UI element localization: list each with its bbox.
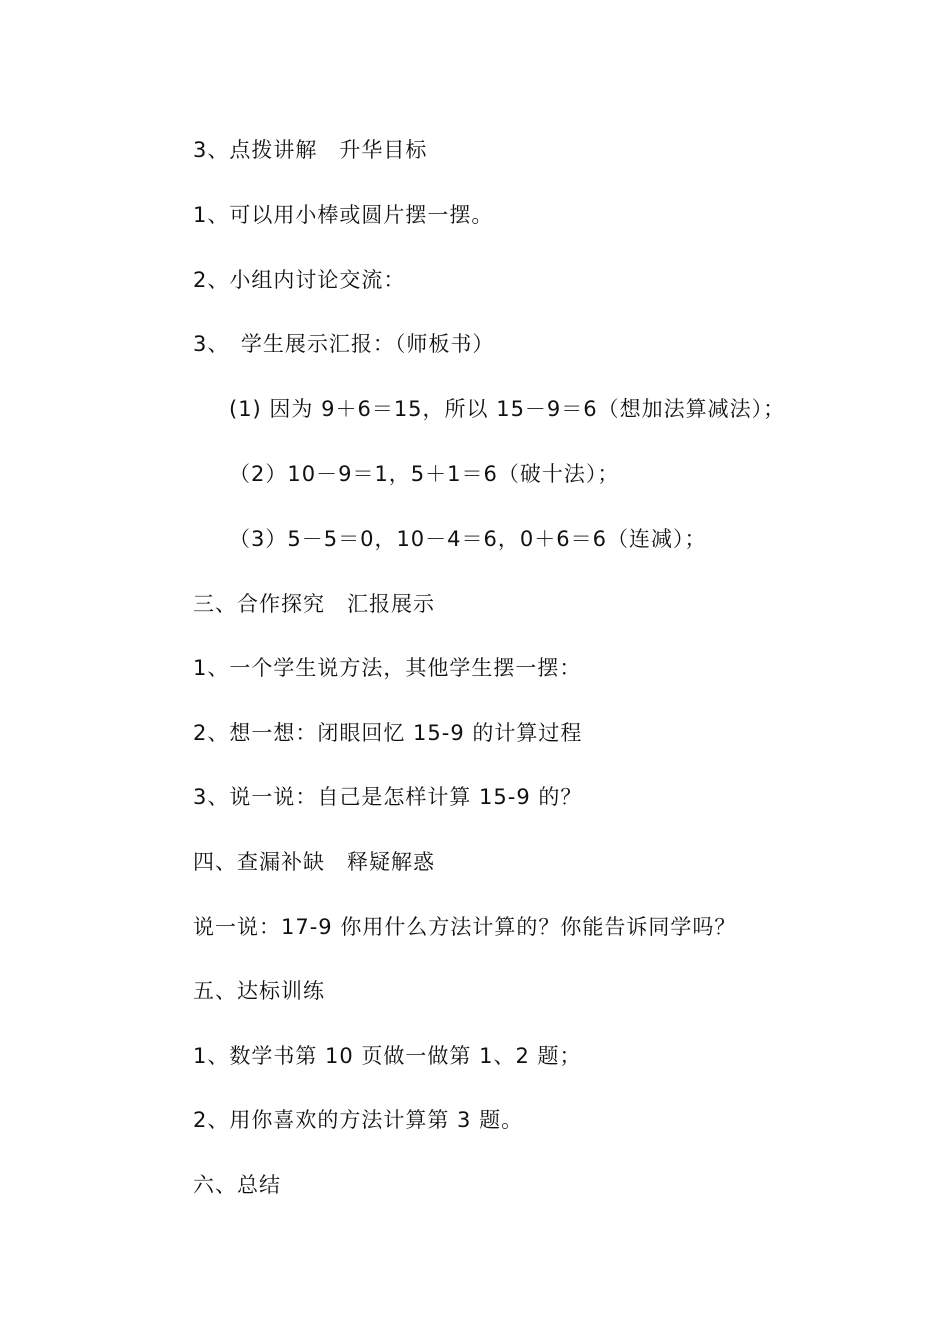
section-heading-six: 六、总结 [193,1173,281,1197]
paragraph: 说一说：17-9 你用什么方法计算的？你能告诉同学吗？ [193,915,737,939]
list-item: 1、一个学生说方法，其他学生摆一摆： [193,656,582,680]
section-heading-five: 五、达标训练 [193,979,325,1003]
section-heading-three: 三、合作探究 汇报展示 [193,592,435,616]
list-item: 1、数学书第 10 页做一做第 1、2 题； [193,1044,582,1068]
list-item: 1、可以用小棒或圆片摆一摆。 [193,203,494,227]
list-item: 2、用你喜欢的方法计算第 3 题。 [193,1108,524,1132]
section-heading-3: 3、点拨讲解 升华目标 [193,138,428,162]
sub-list-item: (1) 因为 9＋6＝15，所以 15－9＝6（想加法算减法）； [229,397,786,421]
section-heading-four: 四、查漏补缺 释疑解惑 [193,850,435,874]
sub-list-item: （2）10－9＝1，5＋1＝6（破十法）； [229,462,620,486]
list-item: 2、小组内讨论交流： [193,268,406,292]
list-item: 3、 学生展示汇报：（师板书） [193,332,495,356]
sub-list-item: （3）5－5＝0，10－4＝6，0＋6＝6（连减）； [229,527,707,551]
list-item: 2、想一想：闭眼回忆 15-9 的计算过程 [193,721,583,745]
list-item: 3、说一说：自己是怎样计算 15-9 的？ [193,785,583,809]
